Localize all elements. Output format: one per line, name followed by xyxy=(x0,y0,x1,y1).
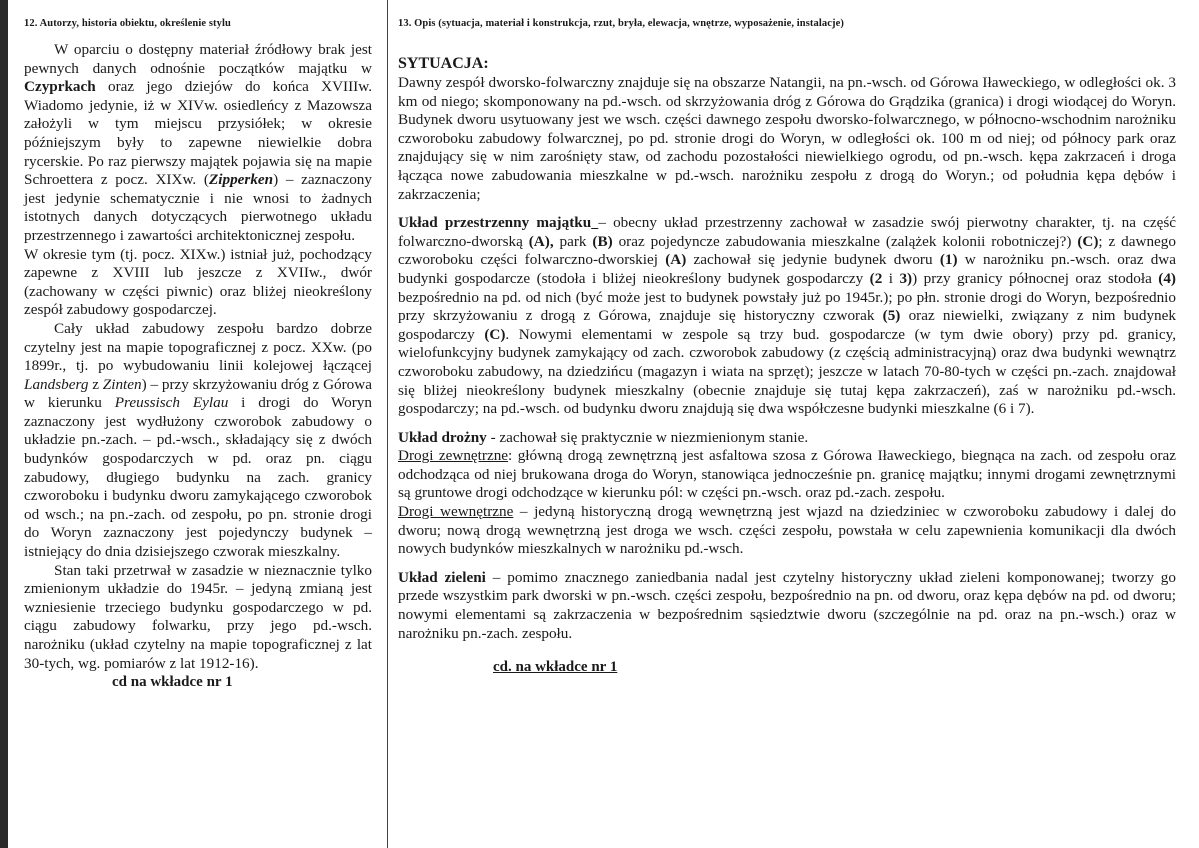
situation-title: SYTUACJA: xyxy=(398,55,489,72)
situation-section xyxy=(398,55,1176,204)
place-name-italic: Preussisch Eylau xyxy=(114,394,229,412)
history-header: 12. Autorzy, historia obiektu, określenie stylu xyxy=(24,18,231,29)
history-paragraph-2: W okresie tym (tj. pocz. XIXw.) istniał już, pochodzący zapewne z XVIII lub jeszcze z XVIIw., dwór (zachowany w części piwnic) oraz bliżej nieokreślony zespół zabudowy gospodarczej. xyxy=(24,245,372,319)
history-paragraph-4: Stan taki przetrwał w zasadzie w nieznacznie tylko zmienionym układzie do 1945r. – jedyną zmianą jest wzniesienie trzeciego budynku gospodarczego w pd. ciągu zabudowy folwarku, przy jego pd.-wsch. narożniku (układ czytelny na mapie topograficznej z lat 30-tych, wg. pomiarów z lat 1912-16). xyxy=(24,561,372,672)
text-run: Cały układ zabudowy zespołu bardzo dobrze czytelny jest na mapie topograficznej z pocz. XXw. (po 1899r., tj. po wybudowaniu linii kolejowej łączącej xyxy=(24,319,372,375)
ref-mark: (C) xyxy=(1077,232,1099,250)
column-divider xyxy=(387,0,388,848)
continued-note-right: cd. na wkładce nr 1 xyxy=(493,659,618,676)
text-run: - zachował się praktycznie w niezmienionym stanie. xyxy=(486,428,809,446)
place-name-italic: Landsberg xyxy=(24,375,89,393)
history-paragraph-1 xyxy=(24,41,372,246)
ref-mark: (B) xyxy=(592,232,613,250)
scan-edge xyxy=(0,0,8,848)
text-run: park xyxy=(553,232,593,250)
text-run: i xyxy=(882,269,900,287)
text-run: : główną drogą zewnętrzną jest asfaltowa szosa z Górowa Iławeckiego, biegnąca na zach. od zespołu oraz odchodząca od niej brukowana droga do Woryn, stanowiąca jednocześnie pn. granicę majątku; innymi drogami zewnętrznymi są gruntowe drogi odchodzące w kierunku pól: w części pn.-wsch. oraz pd.-zach. zespołu. xyxy=(398,447,1176,502)
description-column xyxy=(398,18,1176,676)
greenery-section xyxy=(398,569,1176,643)
text-run: ) – przy skrzyżowaniu dróg z Górowa w kierunku xyxy=(24,375,372,412)
text-run: ) przy granicy północnej oraz stodoła xyxy=(912,269,1159,287)
spatial-layout-text xyxy=(398,214,1176,419)
ref-mark: (2 xyxy=(869,269,883,287)
internal-roads-text xyxy=(398,503,1176,559)
text-run: i drogi do Woryn zaznaczony jest wydłużony czworobok zabudowy o układzie pn.-zach. – pd.-wsch., składający się z dwóch budynków gospodarczych w pd. oraz pn. ciągu zabudowy, długiego budynku na zach. granicy czworoboku i budynku dworu zamykającego czworobok od wsch.; na pn.-zach. od zespołu, po pn. stronie drogi do Woryn zaznaczony jest pojedynczy budynek – istniejący do dnia dzisiejszego czworak mieszkalny. xyxy=(24,394,372,561)
text-run: W oparciu o dostępny materiał źródłowy brak jest pewnych danych odnośnie początków majątku w xyxy=(24,41,372,77)
text-run: z xyxy=(88,375,103,393)
continued-note-left: cd na wkładce nr 1 xyxy=(112,674,233,691)
ref-mark: (C) xyxy=(484,325,506,343)
situation-text: Dawny zespół dworsko-folwarczny znajduje się na obszarze Natangii, na pn.-wsch. od Górowa Iławeckiego, w odległości ok. 3 km od niego; skomponowany na pd.-wsch. od skrzyżowania dróg z Górowa do Grądzika (granica) i drogi wiodącej do Woryn. Budynek dworu usytuowany jest we wsch. części dawnego zespołu dworsko-folwarcznego, w północno-wschodnim narożniku czworoboku zabudowy folwarcznej, po pd. stronie drogi do Woryn, w odległości ok. 100 m od niej; od północy park oraz znajdujący się w nim zarośnięty staw, od zachodu pozostałości niewielkiego ogrodu, od pn.-wsch. kępa zakrzaceń i droga łącząca nowe zabudowania mieszkalne w pd.-wsch. narożniku zespołu z drogą do Woryn.; od południa kępa dębów i zakrzaczenia; xyxy=(398,74,1176,203)
text-run: zachował się jedynie budynek dworu xyxy=(686,251,940,269)
place-name: Czyprkach xyxy=(24,78,96,96)
place-name-italic: Zinten xyxy=(102,375,142,393)
history-paragraph-3 xyxy=(24,320,372,562)
description-header: 13. Opis (sytuacja, materiał i konstrukcja, rzut, bryła, elewacja, wnętrze, wyposażenie, instalacje) xyxy=(398,18,844,29)
text-run: bezpośrednio na pd. od nich (być może jest to budynek powstały już po 1945r.); po płn. stronie drogi do Woryn, bezpośrednio przy skrzyżowaniu z drogą z Górowa, znajduje się historyczny czworak xyxy=(398,288,1176,325)
road-layout-intro xyxy=(398,429,1176,448)
external-roads-text xyxy=(398,447,1176,503)
ref-mark: (1) xyxy=(939,251,958,269)
text-run: oraz niewielki, związany z nim budynek gospodarczy xyxy=(398,307,1176,343)
ref-mark: (4) xyxy=(1158,269,1176,287)
road-layout-section xyxy=(398,429,1176,559)
text-run: – obecny układ przestrzenny zachował w zasadzie swój pierwotny charakter, tj. na część folwarczno-dworską xyxy=(398,214,1177,250)
greenery-label: Układ zieleni xyxy=(398,568,486,586)
greenery-text xyxy=(398,569,1176,643)
history-column xyxy=(24,18,372,691)
internal-roads-label: Drogi wewnętrzne xyxy=(398,503,514,521)
text-run: w narożniku pn.-wsch. oraz dwa budynki gospodarcze (stodoła i bliżej nieokreślony budynek gospodarczy xyxy=(398,251,1176,287)
spatial-layout-section xyxy=(398,214,1176,419)
spatial-layout-label: Układ przestrzenny majątku xyxy=(398,214,592,232)
text-run: – jedyną historyczną drogą wewnętrzną jest wjazd na dziedziniec w czworoboku zabudowy i dalej do dworu; nową drogą wewnętrzną jest droga we wsch. części zespołu, powstała w celu zapewnienia komunikacji dla dwóch nowych budynków mieszkalnych w narożniku pd.-wsch. xyxy=(398,503,1176,558)
text-run: oraz jego dziejów do końca XVIIIw. Wiadomo jedynie, iż w XIVw. osiedleńcy z Mazowsza założyli w tym miejscu przysiółek; w okresie późniejszym były to zapewne niewielkie dobra rycerskie. Po raz pierwszy majątek pojawia się na mapie Schroettera z pocz. XIXw. ( xyxy=(24,78,372,189)
ref-mark: 3) xyxy=(899,269,913,287)
text-run: ) – zaznaczony jest jedynie schematycznie i nie wnosi to żadnych istotnych danych dotyczących pierwotnego układu przestrzennego i zawartości architektonicznej zespołu. xyxy=(24,171,372,244)
text-run: – pomimo znacznego zaniedbania nadal jest czytelny historyczny układ zieleni komponowanej; tworzy go przede wszystkim park dworski w pn.-wsch. części zespołu, bezpośrednio na pn. od dworu, oraz kępa dębów na pd. od dworu; nowymi elementami są zakrzaczenia w bezpośrednim sąsiedztwie dworu (szczególnie na pd. oraz na pn.-wsch.) oraz w narożniku pn.-zach. zespołu. xyxy=(398,568,1176,642)
external-roads-label: Drogi zewnętrzne xyxy=(398,447,509,465)
text-run: . Nowymi elementami w zespole są trzy bud. gospodarcze (w tym dwie obory) przy pd. granicy, wielofunkcyjny budynek zamykający od zach. czworobok zabudowy (z częścią administracyjną) oraz dwa budynki wewnątrz czworoboku zabudowy, na dziedzińcu (magazyn i wiata na sprzęt); jeszcze w latach 70-80-tych w części pn.-zach. znajdował się bliżej nieokreślony budynek mieszkalny (obecnie znajduje się tutaj kępa zakrzaczeń), zaś w narożniku pd.-wsch. gospodarczy; na pd.-wsch. od budynku dworu znajdują się dwa współczesne budynki mieszkalne (6 i 7). xyxy=(398,325,1176,418)
text-run: ; z dawnego czworoboku części folwarczno-dworskiej xyxy=(398,232,1176,269)
ref-mark: (A) xyxy=(665,251,687,269)
historic-name: Zipperken xyxy=(208,171,274,189)
ref-mark: (A), xyxy=(528,232,554,250)
road-layout-label: Układ drożny xyxy=(398,428,487,446)
text-run: oraz pojedyncze zabudowania mieszkalne (zalążek kolonii robotniczej?) xyxy=(612,232,1078,250)
ref-mark: (5) xyxy=(882,307,901,325)
